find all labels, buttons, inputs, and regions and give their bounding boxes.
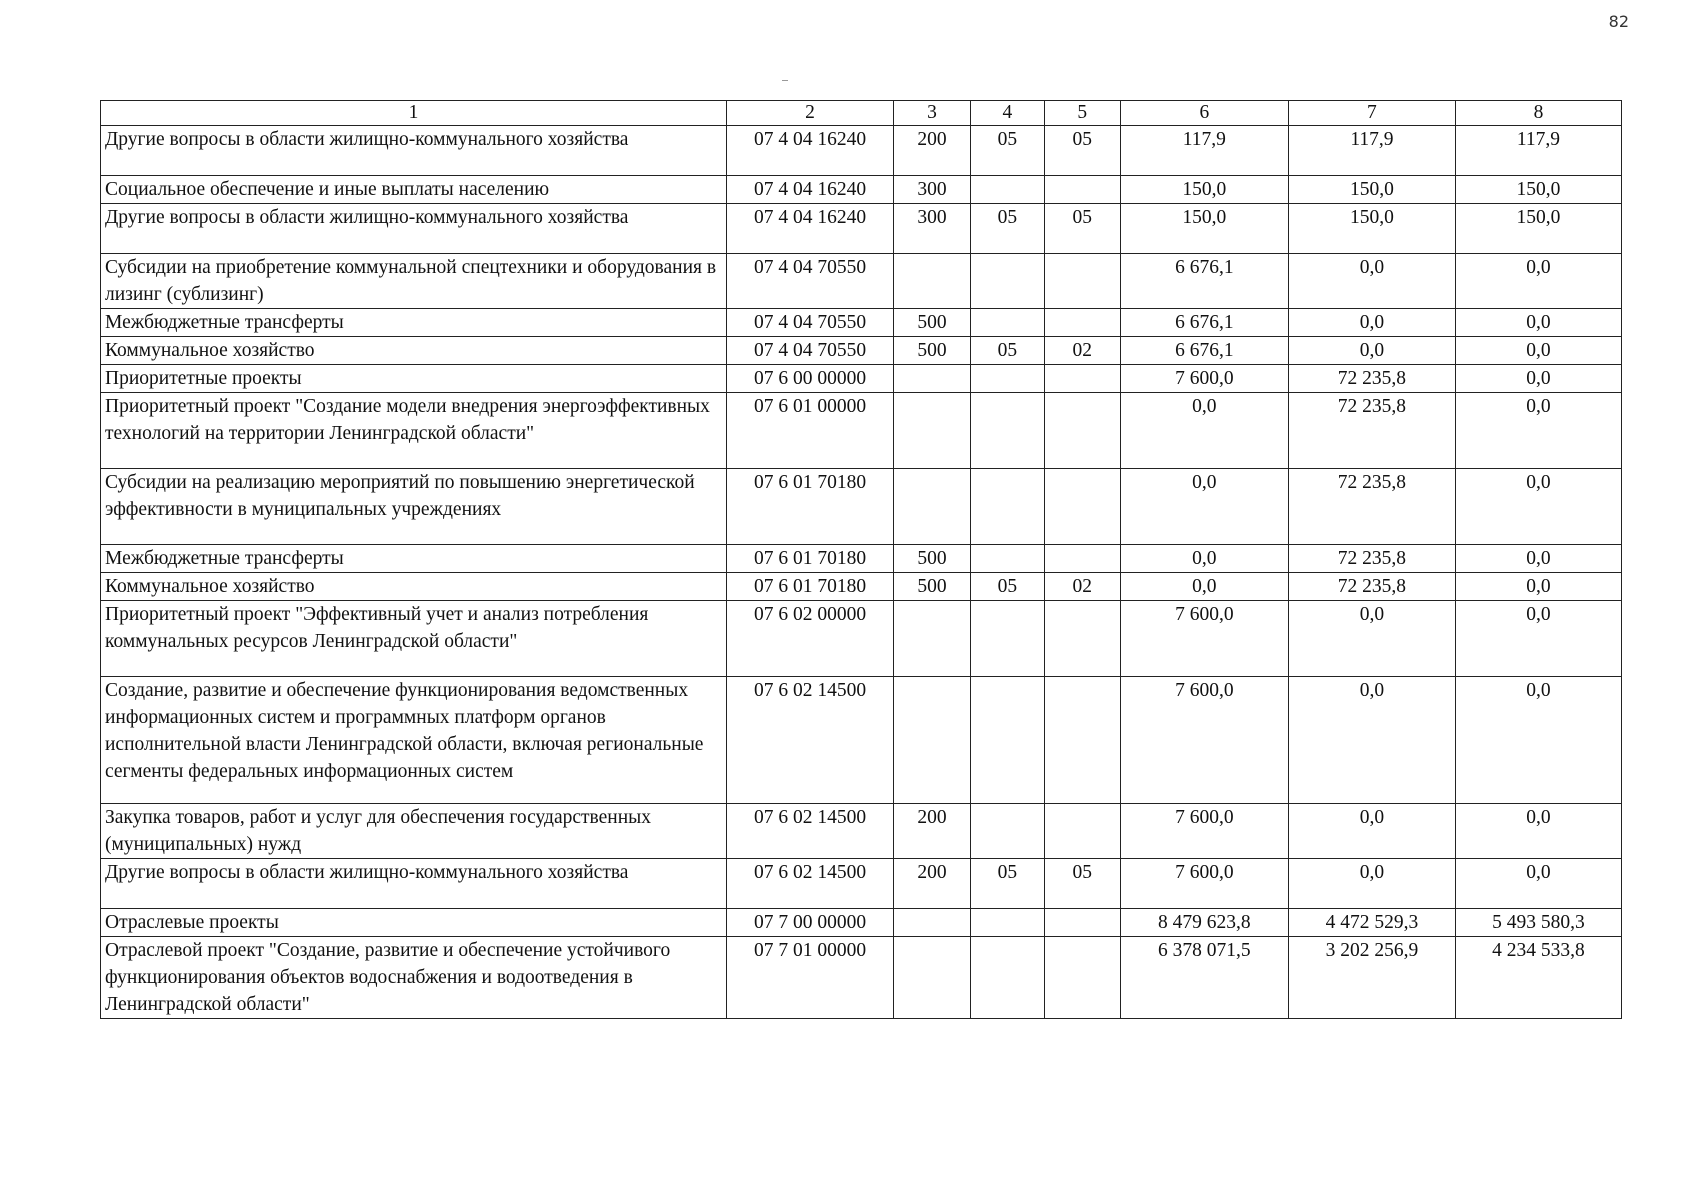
table-row [101, 393, 1622, 469]
expense-type: 500 [894, 545, 971, 573]
section [971, 909, 1045, 937]
table-row [101, 126, 1622, 176]
target-code: 07 4 04 70550 [726, 337, 893, 365]
amount-col-6: 7 600,0 [1120, 601, 1288, 677]
expense-type [894, 254, 971, 309]
subsection [1044, 677, 1120, 804]
item-name: Приоритетный проект "Создание модели внедрения энергоэффективных технологий на территории Ленинградской области" [101, 393, 727, 469]
expense-type: 500 [894, 337, 971, 365]
scan-artifact [782, 80, 788, 81]
section [971, 545, 1045, 573]
expense-type [894, 601, 971, 677]
item-name: Социальное обеспечение и иные выплаты населению [101, 176, 727, 204]
table-row [101, 469, 1622, 545]
column-header-6: 6 [1120, 101, 1288, 126]
section [971, 309, 1045, 337]
section: 05 [971, 126, 1045, 176]
column-header-1: 1 [101, 101, 727, 126]
column-header-7: 7 [1288, 101, 1455, 126]
subsection [1044, 254, 1120, 309]
amount-col-6: 7 600,0 [1120, 859, 1288, 909]
amount-col-8: 0,0 [1455, 254, 1621, 309]
expense-type [894, 469, 971, 545]
amount-col-7: 0,0 [1288, 309, 1455, 337]
target-code: 07 7 00 00000 [726, 909, 893, 937]
expense-type: 500 [894, 309, 971, 337]
amount-col-8: 0,0 [1455, 804, 1621, 859]
column-header-2: 2 [726, 101, 893, 126]
amount-col-7: 0,0 [1288, 677, 1455, 804]
target-code: 07 4 04 16240 [726, 126, 893, 176]
amount-col-6: 6 378 071,5 [1120, 937, 1288, 1019]
amount-col-6: 150,0 [1120, 204, 1288, 254]
amount-col-7: 4 472 529,3 [1288, 909, 1455, 937]
target-code: 07 6 01 70180 [726, 469, 893, 545]
amount-col-7: 0,0 [1288, 804, 1455, 859]
subsection [1044, 365, 1120, 393]
amount-col-8: 0,0 [1455, 677, 1621, 804]
amount-col-7: 72 235,8 [1288, 393, 1455, 469]
amount-col-6: 0,0 [1120, 573, 1288, 601]
section [971, 393, 1045, 469]
amount-col-7: 150,0 [1288, 176, 1455, 204]
section: 05 [971, 573, 1045, 601]
table-row [101, 176, 1622, 204]
header-row [101, 101, 1622, 126]
item-name: Другие вопросы в области жилищно-коммунального хозяйства [101, 204, 727, 254]
amount-col-6: 6 676,1 [1120, 337, 1288, 365]
amount-col-6: 150,0 [1120, 176, 1288, 204]
amount-col-8: 150,0 [1455, 204, 1621, 254]
item-name: Межбюджетные трансферты [101, 545, 727, 573]
amount-col-6: 7 600,0 [1120, 677, 1288, 804]
item-name: Коммунальное хозяйство [101, 573, 727, 601]
table-row [101, 937, 1622, 1019]
target-code: 07 4 04 16240 [726, 204, 893, 254]
subsection [1044, 804, 1120, 859]
target-code: 07 6 00 00000 [726, 365, 893, 393]
amount-col-8: 4 234 533,8 [1455, 937, 1621, 1019]
section: 05 [971, 859, 1045, 909]
subsection [1044, 909, 1120, 937]
amount-col-6: 6 676,1 [1120, 254, 1288, 309]
expense-type [894, 365, 971, 393]
amount-col-8: 0,0 [1455, 309, 1621, 337]
expense-type [894, 937, 971, 1019]
subsection: 05 [1044, 859, 1120, 909]
subsection [1044, 937, 1120, 1019]
amount-col-7: 72 235,8 [1288, 469, 1455, 545]
amount-col-7: 0,0 [1288, 601, 1455, 677]
item-name: Отраслевые проекты [101, 909, 727, 937]
amount-col-8: 0,0 [1455, 545, 1621, 573]
section [971, 365, 1045, 393]
subsection [1044, 469, 1120, 545]
table-row [101, 254, 1622, 309]
amount-col-8: 0,0 [1455, 365, 1621, 393]
item-name: Приоритетный проект "Эффективный учет и анализ потребления коммунальных ресурсов Ленинградской области" [101, 601, 727, 677]
amount-col-6: 7 600,0 [1120, 804, 1288, 859]
amount-col-8: 0,0 [1455, 337, 1621, 365]
target-code: 07 4 04 16240 [726, 176, 893, 204]
subsection [1044, 545, 1120, 573]
column-header-4: 4 [971, 101, 1045, 126]
table-row [101, 573, 1622, 601]
amount-col-6: 7 600,0 [1120, 365, 1288, 393]
subsection: 05 [1044, 204, 1120, 254]
table-row [101, 337, 1622, 365]
amount-col-8: 0,0 [1455, 601, 1621, 677]
table-row [101, 365, 1622, 393]
amount-col-6: 0,0 [1120, 469, 1288, 545]
expense-type: 300 [894, 204, 971, 254]
table-row [101, 677, 1622, 804]
target-code: 07 6 01 70180 [726, 573, 893, 601]
page-number: 82 [1608, 12, 1629, 31]
section: 05 [971, 204, 1045, 254]
amount-col-6: 6 676,1 [1120, 309, 1288, 337]
expense-type [894, 909, 971, 937]
item-name: Другие вопросы в области жилищно-коммунального хозяйства [101, 859, 727, 909]
table-row [101, 545, 1622, 573]
item-name: Субсидии на приобретение коммунальной спецтехники и оборудования в лизинг (сублизинг) [101, 254, 727, 309]
target-code: 07 7 01 00000 [726, 937, 893, 1019]
target-code: 07 6 02 14500 [726, 859, 893, 909]
amount-col-8: 0,0 [1455, 859, 1621, 909]
section [971, 254, 1045, 309]
target-code: 07 4 04 70550 [726, 254, 893, 309]
amount-col-6: 117,9 [1120, 126, 1288, 176]
section [971, 937, 1045, 1019]
section: 05 [971, 337, 1045, 365]
table-body [101, 126, 1622, 1019]
expense-type: 200 [894, 804, 971, 859]
section [971, 469, 1045, 545]
amount-col-8: 0,0 [1455, 393, 1621, 469]
budget-table [100, 100, 1622, 1019]
target-code: 07 6 02 00000 [726, 601, 893, 677]
table-row [101, 804, 1622, 859]
target-code: 07 6 02 14500 [726, 804, 893, 859]
subsection: 02 [1044, 573, 1120, 601]
table-row [101, 859, 1622, 909]
item-name: Отраслевой проект "Создание, развитие и обеспечение устойчивого функционирования объектов водоснабжения и водоотведения в Ленинградской области" [101, 937, 727, 1019]
expense-type: 500 [894, 573, 971, 601]
amount-col-7: 72 235,8 [1288, 545, 1455, 573]
section [971, 601, 1045, 677]
item-name: Субсидии на реализацию мероприятий по повышению энергетической эффективности в муниципальных учреждениях [101, 469, 727, 545]
amount-col-8: 150,0 [1455, 176, 1621, 204]
table-row [101, 601, 1622, 677]
subsection [1044, 393, 1120, 469]
column-header-8: 8 [1455, 101, 1621, 126]
table-row [101, 909, 1622, 937]
amount-col-8: 0,0 [1455, 469, 1621, 545]
expense-type: 200 [894, 126, 971, 176]
amount-col-7: 72 235,8 [1288, 365, 1455, 393]
column-header-5: 5 [1044, 101, 1120, 126]
amount-col-7: 150,0 [1288, 204, 1455, 254]
item-name: Приоритетные проекты [101, 365, 727, 393]
item-name: Другие вопросы в области жилищно-коммунального хозяйства [101, 126, 727, 176]
table-row [101, 309, 1622, 337]
amount-col-7: 0,0 [1288, 254, 1455, 309]
section [971, 804, 1045, 859]
subsection: 02 [1044, 337, 1120, 365]
subsection [1044, 176, 1120, 204]
amount-col-8: 5 493 580,3 [1455, 909, 1621, 937]
amount-col-6: 0,0 [1120, 545, 1288, 573]
amount-col-7: 0,0 [1288, 337, 1455, 365]
target-code: 07 6 02 14500 [726, 677, 893, 804]
subsection [1044, 309, 1120, 337]
target-code: 07 6 01 70180 [726, 545, 893, 573]
amount-col-8: 117,9 [1455, 126, 1621, 176]
subsection [1044, 601, 1120, 677]
item-name: Межбюджетные трансферты [101, 309, 727, 337]
amount-col-8: 0,0 [1455, 573, 1621, 601]
table-row [101, 204, 1622, 254]
expense-type [894, 393, 971, 469]
target-code: 07 6 01 00000 [726, 393, 893, 469]
expense-type [894, 677, 971, 804]
subsection: 05 [1044, 126, 1120, 176]
target-code: 07 4 04 70550 [726, 309, 893, 337]
item-name: Коммунальное хозяйство [101, 337, 727, 365]
item-name: Создание, развитие и обеспечение функционирования ведомственных информационных систем и программных платформ органов исполнительной власти Ленинградской области, включая региональные сегменты федеральных информационных систем [101, 677, 727, 804]
section [971, 176, 1045, 204]
section [971, 677, 1045, 804]
amount-col-6: 8 479 623,8 [1120, 909, 1288, 937]
amount-col-7: 117,9 [1288, 126, 1455, 176]
amount-col-7: 3 202 256,9 [1288, 937, 1455, 1019]
column-header-3: 3 [894, 101, 971, 126]
item-name: Закупка товаров, работ и услуг для обеспечения государственных (муниципальных) нужд [101, 804, 727, 859]
expense-type: 200 [894, 859, 971, 909]
amount-col-6: 0,0 [1120, 393, 1288, 469]
amount-col-7: 0,0 [1288, 859, 1455, 909]
expense-type: 300 [894, 176, 971, 204]
amount-col-7: 72 235,8 [1288, 573, 1455, 601]
